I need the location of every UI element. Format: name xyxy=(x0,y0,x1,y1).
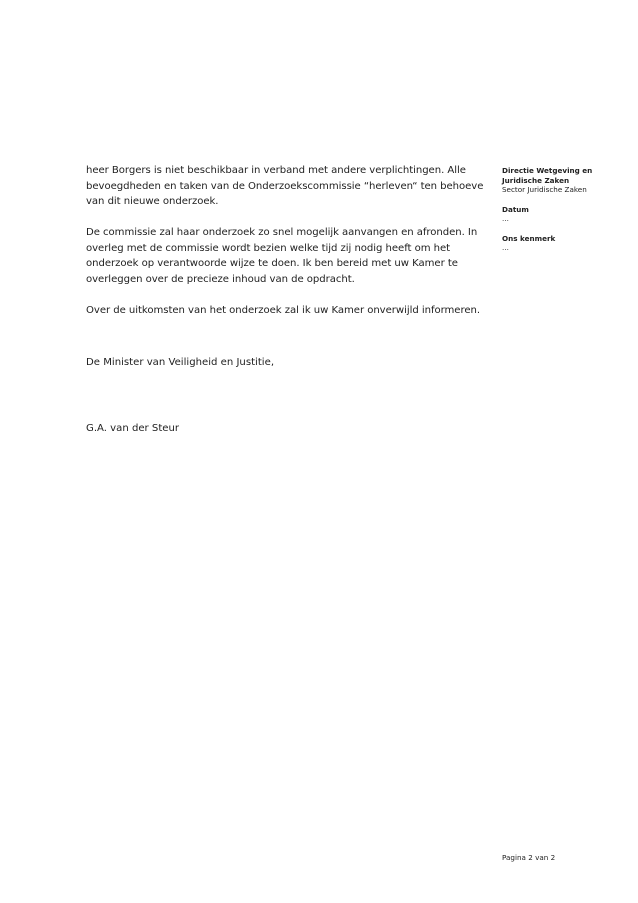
body-paragraph-3: Over de uitkomsten van het onderzoek zal ik uw Kamer onverwijld informeren. xyxy=(86,304,480,316)
page-number: Pagina 2 van 2 xyxy=(502,853,556,862)
signatory-name: G.A. van der Steur xyxy=(86,423,180,434)
department-name: Directie Wetgeving en Juridische Zaken xyxy=(502,166,593,185)
reference-label: Ons kenmerk xyxy=(502,233,556,243)
letter-body xyxy=(86,163,486,318)
body-paragraph-2: De commissie zal haar onderzoek zo snel mogelijk aanvangen en afronden. In overleg met de commissie wordt bezien welke tijd zij nodig heeft om het onderzoek op verantwoorde wijze te doen. Ik ben bereid met uw Kamer te overleggen over de precieze inhoud van de opdracht. xyxy=(86,227,478,285)
sector-name: Sector Juridische Zaken xyxy=(502,185,587,194)
date-value: ... xyxy=(502,214,509,223)
body-paragraph-1: heer Borgers is niet beschikbaar in verband met andere verplichtingen. Alle bevoegdheden en taken van de Onderzoekscommissie “herleven“ ten behoeve van dit nieuwe onderzoek. xyxy=(86,165,484,207)
reference-value: ... xyxy=(502,243,509,252)
date-label: Datum xyxy=(502,204,529,214)
closing-title: De Minister van Veiligheid en Justitie, xyxy=(86,357,275,368)
reference-sidebar xyxy=(502,166,602,253)
